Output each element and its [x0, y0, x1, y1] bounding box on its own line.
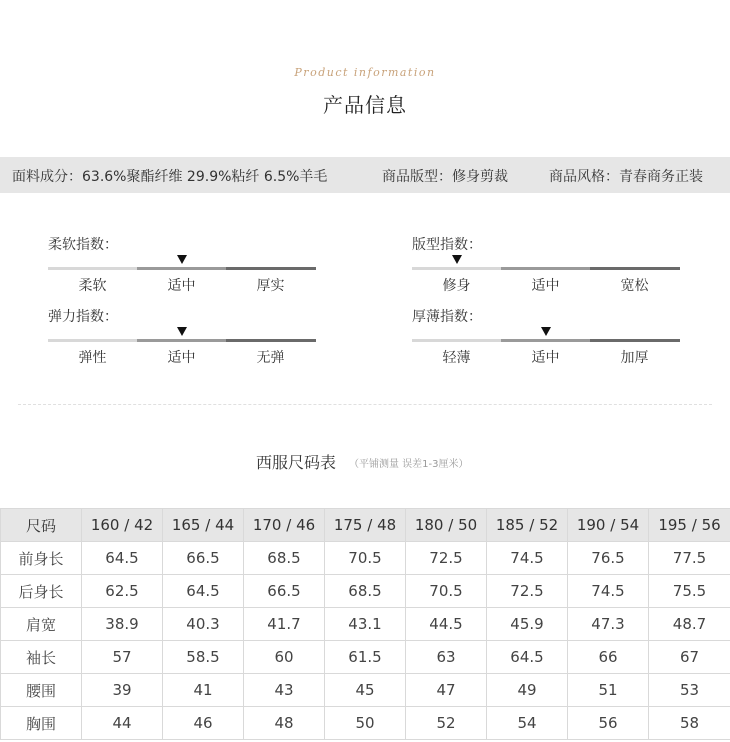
scale-option: 宽松: [620, 278, 649, 294]
table-cell: 44: [82, 707, 163, 740]
scale-option: 轻薄: [442, 350, 471, 366]
scale-option: 无弹: [256, 350, 285, 366]
scale-label: 柔软指数：: [48, 237, 118, 253]
table-row: [1, 575, 730, 608]
table-cell: 70.5: [406, 575, 487, 608]
scale-segment: [590, 339, 680, 342]
table-row: [1, 608, 730, 641]
table-cell: 48: [244, 707, 325, 740]
table-cell: 72.5: [406, 542, 487, 575]
fabric-composition: 面料成分：63.6%聚酯纤维 29.9%粘纤 6.5%羊毛: [12, 169, 328, 185]
scale-option: 厚实: [256, 278, 285, 294]
scale-segment: [226, 267, 316, 270]
table-cell: 66.5: [244, 575, 325, 608]
scale-option: 加厚: [620, 350, 649, 366]
selected-marker-icon: [541, 327, 551, 336]
scale-segment: [137, 339, 226, 342]
table-cell: 52: [406, 707, 487, 740]
section-divider: [18, 404, 712, 405]
scale-option: 适中: [167, 278, 196, 294]
scale-segment: [501, 339, 590, 342]
table-cell: 56: [568, 707, 649, 740]
scale-segment: [590, 267, 680, 270]
scale-segment: [412, 267, 501, 270]
measurement-label: 袖长: [1, 641, 82, 674]
table-header-cell: 190 / 54: [568, 509, 649, 542]
table-cell: 63: [406, 641, 487, 674]
table-cell: 54: [487, 707, 568, 740]
table-header-cell: 185 / 52: [487, 509, 568, 542]
scale-label: 弹力指数：: [48, 309, 118, 325]
table-cell: 47: [406, 674, 487, 707]
table-row: [1, 542, 730, 575]
table-cell: 46: [163, 707, 244, 740]
table-cell: 66.5: [163, 542, 244, 575]
table-cell: 45.9: [487, 608, 568, 641]
scale-option: 修身: [442, 278, 471, 294]
table-cell: 43.1: [325, 608, 406, 641]
table-cell: 47.3: [568, 608, 649, 641]
table-cell: 61.5: [325, 641, 406, 674]
selected-marker-icon: [452, 255, 462, 264]
table-cell: 64.5: [163, 575, 244, 608]
table-cell: 58: [649, 707, 730, 740]
table-cell: 75.5: [649, 575, 730, 608]
table-cell: 57: [82, 641, 163, 674]
table-cell: 64.5: [82, 542, 163, 575]
scale-segment: [501, 267, 590, 270]
fit-type: 商品版型：修身剪裁: [382, 169, 508, 185]
table-cell: 45: [325, 674, 406, 707]
measurement-label: 腰围: [1, 674, 82, 707]
scale-option: 适中: [531, 350, 560, 366]
table-cell: 51: [568, 674, 649, 707]
table-cell: 67: [649, 641, 730, 674]
scale-segment: [137, 267, 226, 270]
table-header-cell: 165 / 44: [163, 509, 244, 542]
size-chart-title: 西服尺码表: [256, 453, 337, 472]
table-header-cell: 195 / 56: [649, 509, 730, 542]
style-type: 商品风格：青春商务正装: [549, 169, 703, 185]
table-cell: 39: [82, 674, 163, 707]
scale-option: 柔软: [78, 278, 107, 294]
scale-option: 适中: [531, 278, 560, 294]
scale-option: 弹性: [78, 350, 107, 366]
selected-marker-icon: [177, 255, 187, 264]
table-cell: 70.5: [325, 542, 406, 575]
table-cell: 58.5: [163, 641, 244, 674]
measurement-label: 肩宽: [1, 608, 82, 641]
section-subtitle: Product information: [294, 66, 436, 79]
table-header-cell: 180 / 50: [406, 509, 487, 542]
table-cell: 76.5: [568, 542, 649, 575]
table-cell: 40.3: [163, 608, 244, 641]
table-header-cell: 170 / 46: [244, 509, 325, 542]
table-cell: 50: [325, 707, 406, 740]
table-cell: 66: [568, 641, 649, 674]
table-header-cell: 160 / 42: [82, 509, 163, 542]
scale-segment: [48, 267, 137, 270]
table-row: [1, 674, 730, 707]
scale-segment: [48, 339, 137, 342]
page-title: 产品信息: [323, 93, 407, 117]
table-cell: 48.7: [649, 608, 730, 641]
table-cell: 38.9: [82, 608, 163, 641]
product-info-bar: [0, 157, 730, 193]
selected-marker-icon: [177, 327, 187, 336]
scale-label: 版型指数：: [412, 237, 482, 253]
measurement-label: 前身长: [1, 542, 82, 575]
table-row: [1, 707, 730, 740]
table-header-cell: 175 / 48: [325, 509, 406, 542]
measurement-label: 胸围: [1, 707, 82, 740]
scale-segment: [412, 339, 501, 342]
table-cell: 43: [244, 674, 325, 707]
table-cell: 72.5: [487, 575, 568, 608]
table-cell: 53: [649, 674, 730, 707]
table-cell: 62.5: [82, 575, 163, 608]
table-cell: 64.5: [487, 641, 568, 674]
scale-option: 适中: [167, 350, 196, 366]
table-header-cell: 尺码: [1, 509, 82, 542]
table-cell: 68.5: [325, 575, 406, 608]
scale-label: 厚薄指数：: [412, 309, 482, 325]
table-cell: 77.5: [649, 542, 730, 575]
table-cell: 41.7: [244, 608, 325, 641]
table-cell: 68.5: [244, 542, 325, 575]
table-cell: 41: [163, 674, 244, 707]
table-cell: 74.5: [487, 542, 568, 575]
table-row: [1, 641, 730, 674]
table-cell: 44.5: [406, 608, 487, 641]
scale-segment: [226, 339, 316, 342]
table-cell: 74.5: [568, 575, 649, 608]
measurement-label: 后身长: [1, 575, 82, 608]
size-chart-table: [0, 508, 730, 740]
table-cell: 60: [244, 641, 325, 674]
table-cell: 49: [487, 674, 568, 707]
table-header-row: [1, 509, 730, 542]
size-chart-note: （平铺测量 误差1-3厘米）: [349, 459, 469, 470]
